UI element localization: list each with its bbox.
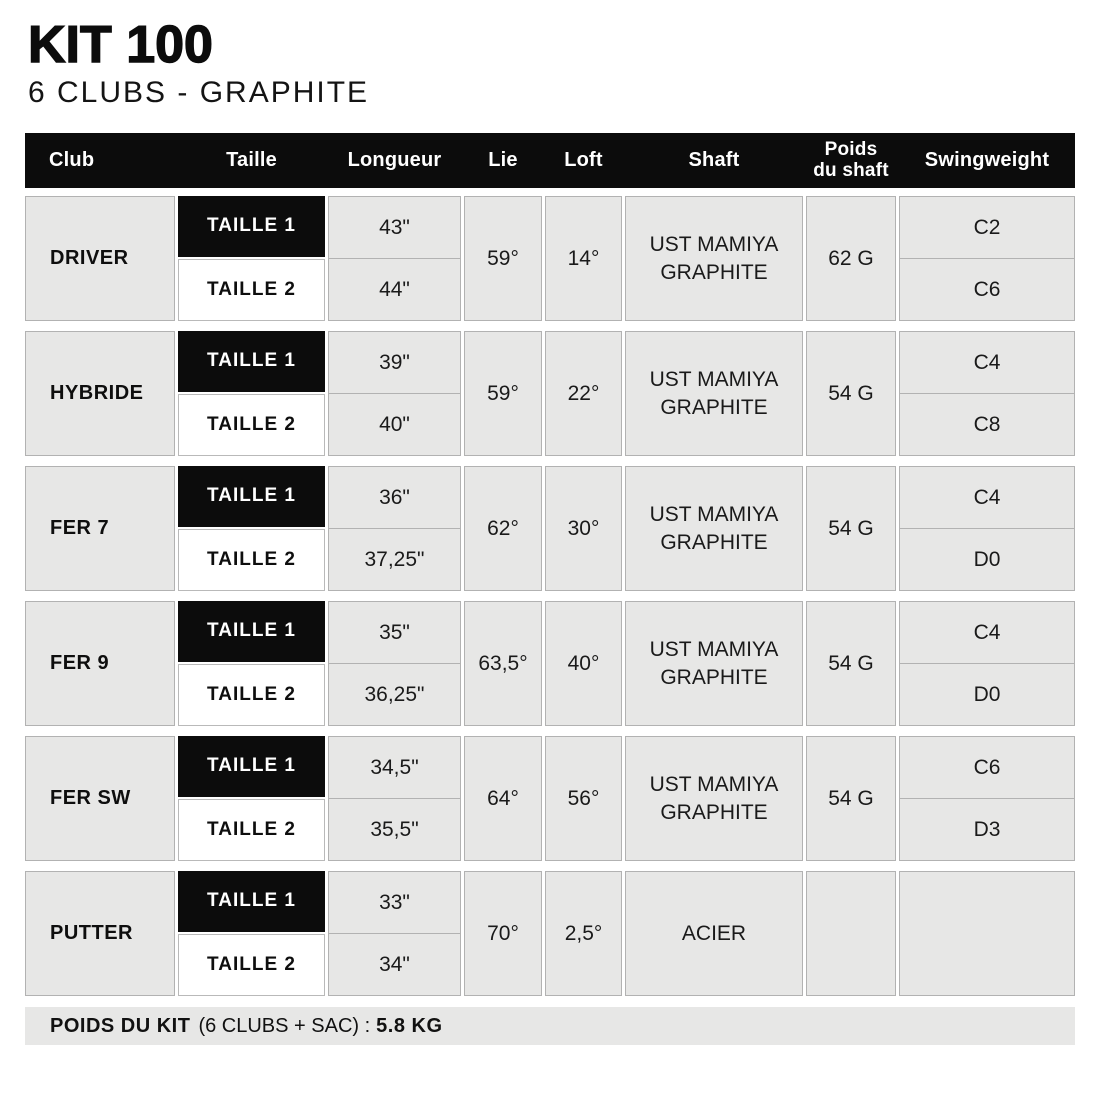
taille-cell [178, 331, 325, 456]
club-name: FER 9 [25, 601, 175, 726]
lie-value: 63,5° [464, 601, 542, 726]
kit-weight-bar [25, 1007, 1075, 1045]
club-row-fer9 [25, 601, 1075, 726]
kit-weight-label: POIDS DU KIT [50, 1014, 191, 1037]
taille-2-badge: TAILLE 2 [178, 394, 325, 457]
longueur-taille1-value: 35" [379, 620, 410, 644]
longueur-taille1-value: 34,5" [370, 755, 419, 779]
longueur-cell [328, 196, 461, 321]
taille-cell [178, 196, 325, 321]
swingweight-taille1-value: C2 [973, 215, 1001, 239]
swingweight-taille1-value: C4 [973, 620, 1001, 644]
page-subtitle: 6 CLUBS - GRAPHITE [28, 75, 370, 109]
col-header-lie: Lie [488, 149, 518, 171]
taille-2-badge: TAILLE 2 [178, 934, 325, 997]
shaft-weight-value: 54 G [806, 331, 896, 456]
taille-2-badge: TAILLE 2 [178, 259, 325, 322]
longueur-taille2-value: 44" [329, 258, 460, 320]
loft-value: 40° [545, 601, 622, 726]
swingweight-taille2-value: D0 [900, 663, 1074, 725]
col-header-swingweight: Swingweight [924, 149, 1050, 171]
loft-value: 22° [545, 331, 622, 456]
swingweight-taille1-value: C4 [973, 485, 1001, 509]
spec-table [25, 133, 1075, 1045]
taille-cell [178, 871, 325, 996]
longueur-taille1-value: 33" [379, 890, 410, 914]
swingweight-taille1-value: C4 [973, 350, 1001, 374]
shaft-value: ACIER [625, 871, 803, 996]
loft-value: 30° [545, 466, 622, 591]
lie-value: 64° [464, 736, 542, 861]
longueur-taille1-value: 39" [379, 350, 410, 374]
swingweight-taille1-value: C6 [973, 755, 1001, 779]
shaft-value: UST MAMIYA GRAPHITE [625, 331, 803, 456]
taille-cell [178, 736, 325, 861]
swingweight-taille2-value: C8 [900, 393, 1074, 455]
longueur-cell [328, 601, 461, 726]
swingweight-taille2-value: C6 [900, 258, 1074, 320]
swingweight-cell [899, 601, 1075, 726]
longueur-taille1-value: 36" [379, 485, 410, 509]
longueur-cell [328, 331, 461, 456]
lie-value: 59° [464, 331, 542, 456]
club-name: DRIVER [25, 196, 175, 321]
poids-line-2: du shaft [813, 159, 889, 181]
taille-1-badge: TAILLE 1 [178, 196, 325, 257]
taille-cell [178, 466, 325, 591]
club-row-putter [25, 871, 1075, 996]
taille-1-badge: TAILLE 1 [178, 466, 325, 527]
page-title: KIT 100 [28, 16, 213, 74]
lie-value: 62° [464, 466, 542, 591]
swingweight-taille2-value: D3 [900, 798, 1074, 860]
taille-2-badge: TAILLE 2 [178, 664, 325, 727]
club-name: FER SW [25, 736, 175, 861]
taille-cell [178, 601, 325, 726]
club-name: HYBRIDE [25, 331, 175, 456]
shaft-weight-value: 54 G [806, 601, 896, 726]
shaft-value: UST MAMIYA GRAPHITE [625, 466, 803, 591]
longueur-taille2-value: 34" [329, 933, 460, 995]
title-block [28, 18, 369, 110]
col-header-poids-du-shaft [806, 140, 896, 182]
shaft-weight-value: 62 G [806, 196, 896, 321]
swingweight-cell [899, 331, 1075, 456]
col-header-loft: Loft [564, 149, 603, 171]
shaft-value: UST MAMIYA GRAPHITE [625, 601, 803, 726]
longueur-taille2-value: 37,25" [329, 528, 460, 590]
col-header-longueur: Longueur [347, 149, 442, 171]
longueur-cell [328, 871, 461, 996]
longueur-cell [328, 466, 461, 591]
shaft-value: UST MAMIYA GRAPHITE [625, 196, 803, 321]
club-name: FER 7 [25, 466, 175, 591]
table-header-row [25, 133, 1075, 188]
taille-1-badge: TAILLE 1 [178, 871, 325, 932]
col-header-taille: Taille [226, 149, 277, 171]
taille-2-badge: TAILLE 2 [178, 529, 325, 592]
longueur-taille2-value: 35,5" [329, 798, 460, 860]
taille-1-badge: TAILLE 1 [178, 331, 325, 392]
swingweight-cell [899, 466, 1075, 591]
shaft-weight-value: 54 G [806, 736, 896, 861]
shaft-weight-value: 54 G [806, 466, 896, 591]
kit-weight-value: 5.8 KG [376, 1014, 443, 1037]
shaft-weight-value [806, 871, 896, 996]
loft-value: 56° [545, 736, 622, 861]
longueur-taille1-value: 43" [379, 215, 410, 239]
swingweight-taille2-value: D0 [900, 528, 1074, 590]
lie-value: 59° [464, 196, 542, 321]
swingweight-cell [899, 196, 1075, 321]
club-row-fer7 [25, 466, 1075, 591]
longueur-taille2-value: 36,25" [329, 663, 460, 725]
col-header-shaft: Shaft [688, 149, 740, 171]
longueur-taille2-value: 40" [329, 393, 460, 455]
loft-value: 2,5° [545, 871, 622, 996]
taille-1-badge: TAILLE 1 [178, 601, 325, 662]
poids-line-1: Poids [824, 138, 878, 160]
lie-value: 70° [464, 871, 542, 996]
col-header-club: Club [49, 149, 95, 171]
club-row-hybride [25, 331, 1075, 456]
loft-value: 14° [545, 196, 622, 321]
swingweight-cell [899, 736, 1075, 861]
club-row-fersw [25, 736, 1075, 861]
taille-2-badge: TAILLE 2 [178, 799, 325, 862]
club-row-driver [25, 196, 1075, 321]
shaft-value: UST MAMIYA GRAPHITE [625, 736, 803, 861]
longueur-cell [328, 736, 461, 861]
club-name: PUTTER [25, 871, 175, 996]
kit-weight-detail: (6 CLUBS + SAC) : [198, 1014, 371, 1037]
swingweight-cell [899, 871, 1075, 996]
taille-1-badge: TAILLE 1 [178, 736, 325, 797]
